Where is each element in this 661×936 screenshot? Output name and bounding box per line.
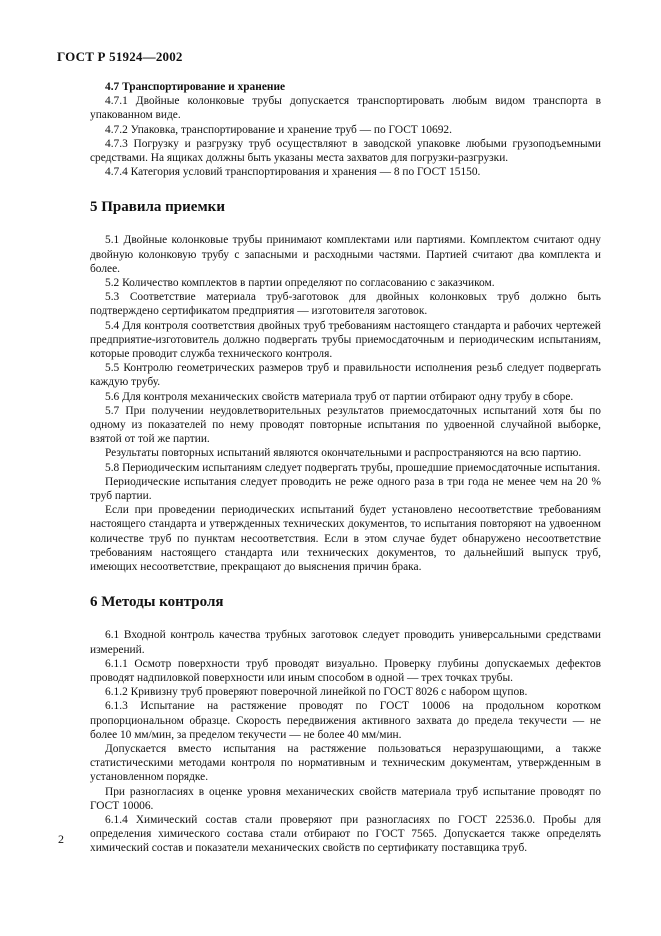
document-code-header: ГОСТ Р 51924—2002: [57, 49, 183, 64]
paragraph-5-3: 5.3 Соответствие материала труб-заготовок для двойных колонковых труб должно быть подтверждено сертификатом предприятия — изготовителя заготовок.: [90, 291, 601, 318]
paragraph-4-7-4: 4.7.4 Категория условий транспортирования и хранения — 8 по ГОСТ 15150.: [105, 166, 481, 179]
paragraph-6-1-4: 6.1.4 Химический состав стали проверяют при разногласиях по ГОСТ 22536.0. Пробы для определения химического состава стали отбирают по ГОСТ 7565. Допускается также определять химический состав и показатели механических свойств по сертификату поставщика труб.: [90, 813, 601, 855]
paragraph-5-6: 5.6 Для контроля механических свойств материала труб от партии отбирают одну трубу в сборе.: [105, 390, 574, 403]
paragraph-6-1-2: 6.1.2 Кривизну труб проверяют поверочной линейкой по ГОСТ 8026 с набором щупов.: [105, 686, 528, 699]
paragraph-5-8-nonconformity: Если при проведении периодических испытаний будет установлено несоответствие требованиям настоящего стандарта и утвержденных технических документов, то испытания повторяют на удвоенном количестве труб по пунктам несоответствия. Если в этом случае будет обнаружено несоответствие требованиям настоящего стандарта или технических документов, то дальнейший выпуск труб, имеющих несоответствие, прекращают до выяснения причин брака.: [90, 504, 601, 574]
paragraph-5-2: 5.2 Количество комплектов в партии определяют по согласованию с заказчиком.: [105, 277, 495, 290]
page-number: 2: [58, 832, 64, 846]
paragraph-6-1-3-disputes: При разногласиях в оценке уровня механических свойств материала труб испытание проводят по ГОСТ 10006.: [90, 785, 601, 812]
paragraph-4-7-2: 4.7.2 Упаковка, транспортирование и хранение труб — по ГОСТ 10692.: [105, 123, 452, 136]
paragraph-6-1-1: 6.1.1 Осмотр поверхности труб проводят визуально. Проверку глубины допускаемых дефектов проводят надпиловкой поверхности или иным способом в одной — трех точках трубы.: [90, 657, 601, 684]
paragraph-6-1-3-alternatives: Допускается вместо испытания на растяжение пользоваться неразрушающими, а также статистическими методами контроля по нормативным и техническим документам, утвержденным в установленном порядке.: [90, 742, 601, 784]
paragraph-5-1: 5.1 Двойные колонковые трубы принимают комплектами или партиями. Комплектом считают одну двойную колонковую трубу с запасными и расходными частями. Партией считают два комплекта и более.: [90, 234, 601, 275]
document-body: [90, 80, 601, 856]
paragraph-5-8: 5.8 Периодическим испытаниям следует подвергать трубы, прошедшие приемосдаточные испытания.: [105, 461, 601, 474]
paragraph-5-5: 5.5 Контролю геометрических размеров труб и правильности исполнения резьб следует подвергать каждую трубу.: [90, 362, 601, 389]
paragraph-5-4: 5.4 Для контроля соответствия двойных труб требованиям настоящего стандарта и рабочих чертежей предприятие-изготовитель должно подвергать трубы приемосдаточным и периодическим испытаниям, которые проводит служба технического контроля.: [90, 319, 601, 361]
subsection-title-4-7: 4.7 Транспортирование и хранение: [105, 81, 286, 93]
paragraph-6-1-3: 6.1.3 Испытание на растяжение проводят по ГОСТ 10006 на продольном коротком пропорциональном образце. Скорость передвижения активного захвата до предела текучести — не более 10 мм/мин, за пределом текучести — не более 40 мм/мин.: [90, 700, 601, 741]
section-title-5: 5 Правила приемки: [90, 199, 225, 216]
paragraph-5-7: 5.7 При получении неудовлетворительных результатов приемосдаточных испытаний хотя бы по одному из показателей по нему проводят повторные испытания по удвоенной случайной выборке, взятой от той же партии.: [90, 404, 601, 446]
paragraph-6-1: 6.1 Входной контроль качества трубных заготовок следует проводить универсальными средствами измерений.: [90, 629, 601, 656]
section-title-6: 6 Методы контроля: [90, 594, 224, 611]
paragraph-5-7-results: Результаты повторных испытаний являются окончательными и распространяются на всю партию.: [105, 447, 582, 460]
paragraph-4-7-1: 4.7.1 Двойные колонковые трубы допускается транспортировать любым видом транспорта в упакованном виде.: [90, 95, 601, 122]
paragraph-5-8-frequency: Периодические испытания следует проводить не реже одного раза в три года не менее чем на 20 % труб партии.: [90, 475, 601, 503]
paragraph-4-7-3: 4.7.3 Погрузку и разгрузку труб осуществляют в заводской упаковке любыми грузоподъемными средствами. На ящиках должны быть указаны места захватов для погрузки-разгрузки.: [90, 137, 601, 165]
